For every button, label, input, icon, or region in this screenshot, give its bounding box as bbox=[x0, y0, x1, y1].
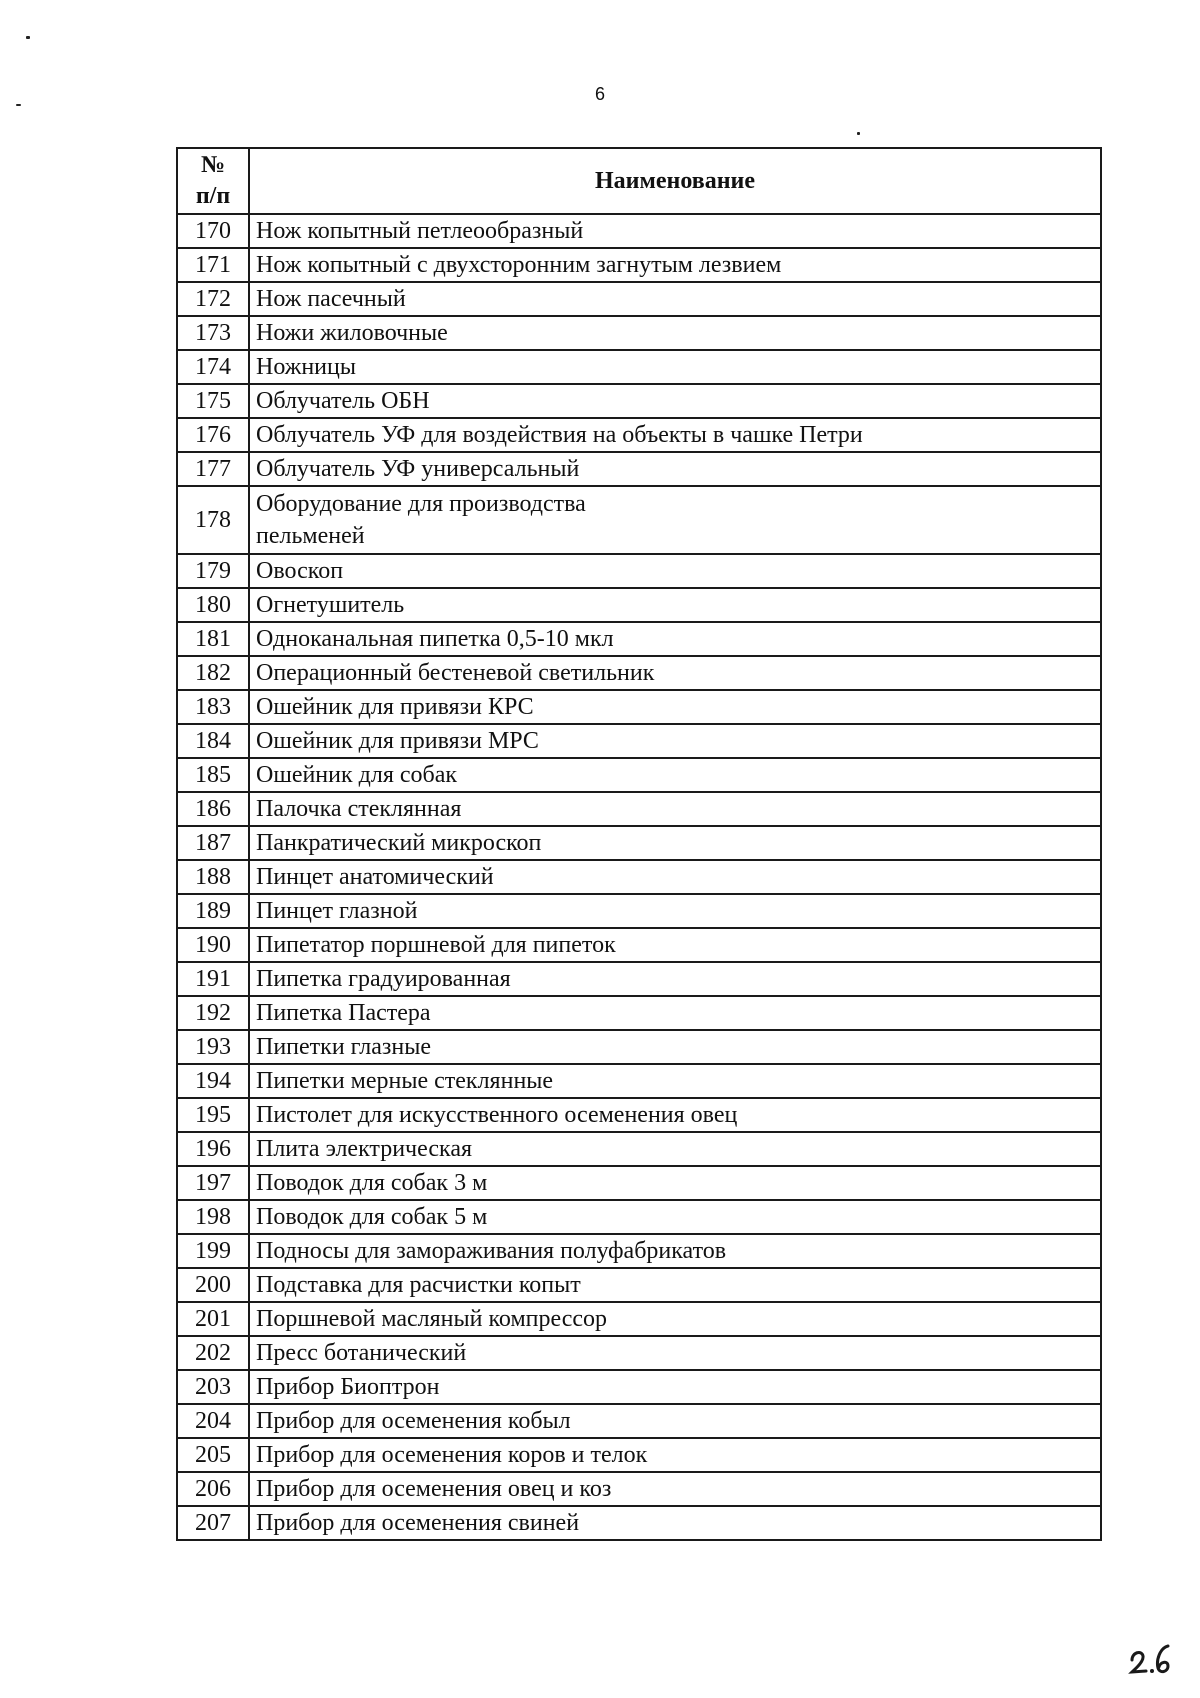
row-number: 176 bbox=[177, 418, 249, 452]
row-name: Подносы для замораживания полуфабрикатов bbox=[249, 1234, 1101, 1268]
handwritten-page-mark bbox=[1128, 1640, 1174, 1676]
row-number: 174 bbox=[177, 350, 249, 384]
row-number: 182 bbox=[177, 656, 249, 690]
table-row bbox=[177, 316, 1101, 350]
table-row bbox=[177, 1404, 1101, 1438]
table-body bbox=[177, 214, 1101, 1540]
row-name: Ошейник для собак bbox=[249, 758, 1101, 792]
table-header-row bbox=[177, 148, 1101, 214]
row-name: Плита электрическая bbox=[249, 1132, 1101, 1166]
scan-speck bbox=[16, 104, 21, 106]
row-name: Прибор для осеменения кобыл bbox=[249, 1404, 1101, 1438]
row-number: 192 bbox=[177, 996, 249, 1030]
row-number: 206 bbox=[177, 1472, 249, 1506]
table-row bbox=[177, 214, 1101, 248]
row-number: 200 bbox=[177, 1268, 249, 1302]
table-row bbox=[177, 1234, 1101, 1268]
row-number: 199 bbox=[177, 1234, 249, 1268]
row-name: Прибор для осеменения свиней bbox=[249, 1506, 1101, 1540]
row-number: 186 bbox=[177, 792, 249, 826]
table-row bbox=[177, 758, 1101, 792]
table-row bbox=[177, 1438, 1101, 1472]
table-row bbox=[177, 554, 1101, 588]
row-number: 190 bbox=[177, 928, 249, 962]
table-row bbox=[177, 690, 1101, 724]
row-number: 207 bbox=[177, 1506, 249, 1540]
row-name: Пинцет глазной bbox=[249, 894, 1101, 928]
table-row bbox=[177, 622, 1101, 656]
row-name: Огнетушитель bbox=[249, 588, 1101, 622]
row-name: Нож пасечный bbox=[249, 282, 1101, 316]
table-row bbox=[177, 418, 1101, 452]
row-name: Овоскоп bbox=[249, 554, 1101, 588]
row-number: 185 bbox=[177, 758, 249, 792]
row-number: 205 bbox=[177, 1438, 249, 1472]
table-row bbox=[177, 486, 1101, 554]
table-row bbox=[177, 860, 1101, 894]
row-name: Прибор для осеменения коров и телок bbox=[249, 1438, 1101, 1472]
row-name: Облучатель ОБН bbox=[249, 384, 1101, 418]
row-number: 177 bbox=[177, 452, 249, 486]
row-name: Операционный бестеневой светильник bbox=[249, 656, 1101, 690]
equipment-table bbox=[176, 147, 1102, 1541]
row-number: 187 bbox=[177, 826, 249, 860]
table-row bbox=[177, 1336, 1101, 1370]
table-row bbox=[177, 452, 1101, 486]
row-name: Пресс ботанический bbox=[249, 1336, 1101, 1370]
table-row bbox=[177, 1472, 1101, 1506]
row-number: 198 bbox=[177, 1200, 249, 1234]
table-row bbox=[177, 282, 1101, 316]
row-name: Прибор Биоптрон bbox=[249, 1370, 1101, 1404]
row-number: 172 bbox=[177, 282, 249, 316]
row-number: 194 bbox=[177, 1064, 249, 1098]
row-number: 171 bbox=[177, 248, 249, 282]
row-number: 193 bbox=[177, 1030, 249, 1064]
row-number: 204 bbox=[177, 1404, 249, 1438]
table-row bbox=[177, 1064, 1101, 1098]
row-name: Нож копытный петлеообразный bbox=[249, 214, 1101, 248]
table-row bbox=[177, 724, 1101, 758]
row-number: 184 bbox=[177, 724, 249, 758]
row-name: Пипетки мерные стеклянные bbox=[249, 1064, 1101, 1098]
row-name: Ошейник для привязи КРС bbox=[249, 690, 1101, 724]
row-number: 178 bbox=[177, 486, 249, 554]
table-row bbox=[177, 248, 1101, 282]
row-name: Пистолет для искусственного осеменения овец bbox=[249, 1098, 1101, 1132]
row-number: 175 bbox=[177, 384, 249, 418]
row-name: Облучатель УФ универсальный bbox=[249, 452, 1101, 486]
row-number: 196 bbox=[177, 1132, 249, 1166]
table-row bbox=[177, 1268, 1101, 1302]
row-name: Нож копытный с двухсторонним загнутым лезвием bbox=[249, 248, 1101, 282]
table-row bbox=[177, 826, 1101, 860]
row-name: Пипетка градуированная bbox=[249, 962, 1101, 996]
table-row bbox=[177, 350, 1101, 384]
row-number: 180 bbox=[177, 588, 249, 622]
row-name: Поводок для собак 5 м bbox=[249, 1200, 1101, 1234]
table-row bbox=[177, 1030, 1101, 1064]
table-row bbox=[177, 1302, 1101, 1336]
row-number: 201 bbox=[177, 1302, 249, 1336]
row-number: 189 bbox=[177, 894, 249, 928]
table-row bbox=[177, 1370, 1101, 1404]
row-number: 197 bbox=[177, 1166, 249, 1200]
page-number: 6 bbox=[594, 84, 605, 104]
row-number: 195 bbox=[177, 1098, 249, 1132]
table-row bbox=[177, 656, 1101, 690]
column-header-name: Наименование bbox=[249, 148, 1101, 214]
row-name: Пипетка Пастера bbox=[249, 996, 1101, 1030]
table-row bbox=[177, 1132, 1101, 1166]
table-row bbox=[177, 1166, 1101, 1200]
row-name: Подставка для расчистки копыт bbox=[249, 1268, 1101, 1302]
row-number: 181 bbox=[177, 622, 249, 656]
row-name: Одноканальная пипетка 0,5-10 мкл bbox=[249, 622, 1101, 656]
row-number: 183 bbox=[177, 690, 249, 724]
row-number: 202 bbox=[177, 1336, 249, 1370]
row-name: Панкратический микроскоп bbox=[249, 826, 1101, 860]
row-name: Пинцет анатомический bbox=[249, 860, 1101, 894]
table-row bbox=[177, 928, 1101, 962]
table-row bbox=[177, 792, 1101, 826]
row-number: 203 bbox=[177, 1370, 249, 1404]
column-header-number: № п/п bbox=[177, 148, 249, 214]
row-name: Пипетки глазные bbox=[249, 1030, 1101, 1064]
row-number: 179 bbox=[177, 554, 249, 588]
table-row bbox=[177, 588, 1101, 622]
row-name: Поводок для собак 3 м bbox=[249, 1166, 1101, 1200]
row-number: 173 bbox=[177, 316, 249, 350]
table-row bbox=[177, 996, 1101, 1030]
row-name: Пипетатор поршневой для пипеток bbox=[249, 928, 1101, 962]
row-name: Прибор для осеменения овец и коз bbox=[249, 1472, 1101, 1506]
row-name: Облучатель УФ для воздействия на объекты в чашке Петри bbox=[249, 418, 1101, 452]
row-number: 170 bbox=[177, 214, 249, 248]
row-name: Палочка стеклянная bbox=[249, 792, 1101, 826]
row-name: Ножницы bbox=[249, 350, 1101, 384]
table-row bbox=[177, 894, 1101, 928]
row-number: 191 bbox=[177, 962, 249, 996]
row-number: 188 bbox=[177, 860, 249, 894]
table-row bbox=[177, 1506, 1101, 1540]
table-row bbox=[177, 1098, 1101, 1132]
row-name: Ножи жиловочные bbox=[249, 316, 1101, 350]
table-row bbox=[177, 384, 1101, 418]
scan-speck bbox=[26, 36, 30, 39]
row-name: Поршневой масляный компрессор bbox=[249, 1302, 1101, 1336]
row-name: Оборудование для производства пельменей bbox=[249, 486, 1101, 554]
table-row bbox=[177, 962, 1101, 996]
scan-speck bbox=[857, 132, 860, 135]
table-row bbox=[177, 1200, 1101, 1234]
row-name: Ошейник для привязи МРС bbox=[249, 724, 1101, 758]
